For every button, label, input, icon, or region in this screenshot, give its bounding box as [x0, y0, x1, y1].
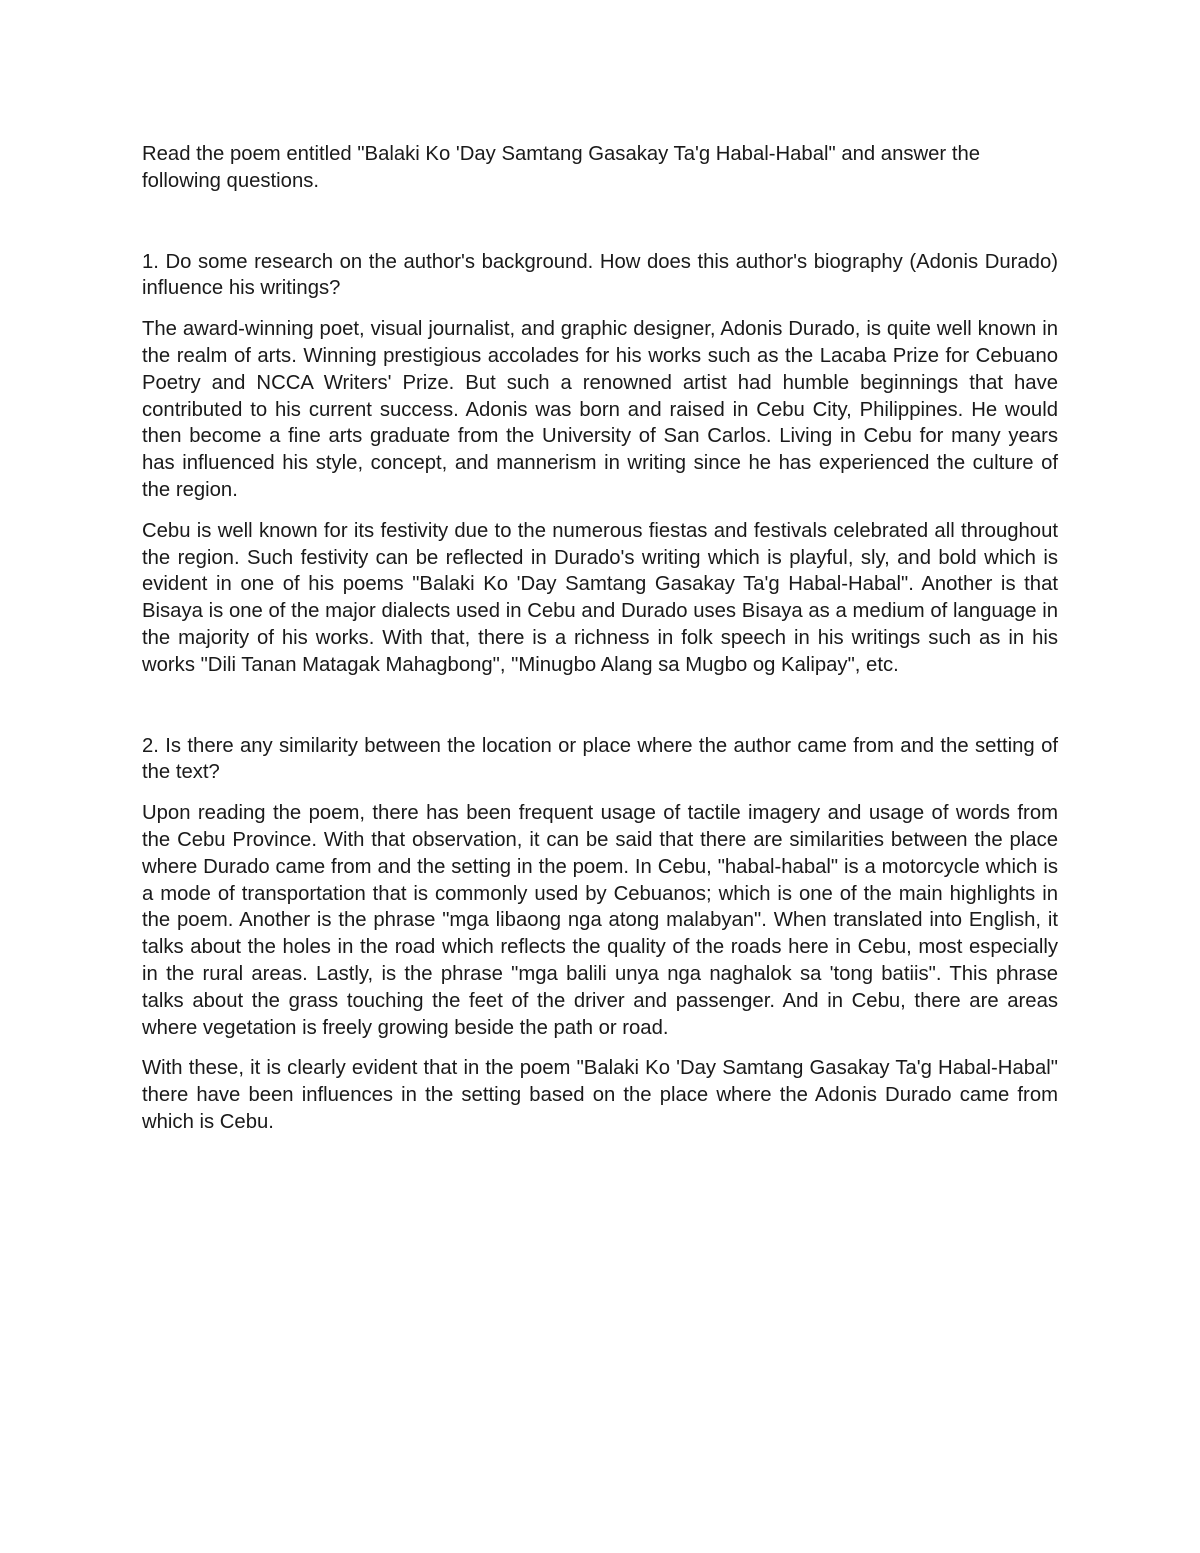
- question-1: 1. Do some research on the author's background. How does this author's biography (Adonis Durado) influence his writings?: [142, 250, 1058, 300]
- document-body: [142, 141, 1058, 1150]
- intro-paragraph: Read the poem entitled "Balaki Ko 'Day Samtang Gasakay Ta'g Habal-Habal" and answer the following questions.: [142, 143, 981, 192]
- answer-2-paragraph-2: With these, it is clearly evident that in the poem "Balaki Ko 'Day Samtang Gasakay Ta'g Habal-Habal" there have been influences in the setting based on the place where the Adonis Durado came from which is Cebu.: [142, 1057, 1058, 1133]
- question-2: 2. Is there any similarity between the location or place where the author came from and the setting of the text?: [142, 734, 1058, 784]
- answer-1-paragraph-1: The award-winning poet, visual journalist, and graphic designer, Adonis Durado, is quite well known in the realm of arts. Winning prestigious accolades for his works such as the Lacaba Prize for Cebuano Poetry and NCCA Writers' Prize. But such a renowned artist had humble beginnings that have contributed to his current success. Adonis was born and raised in Cebu City, Philippines. He would then become a fine arts graduate from the University of San Carlos. Living in Cebu for many years has influenced his style, concept, and mannerism in writing since he has experienced the culture of the region.: [142, 318, 1058, 501]
- answer-1-paragraph-2: Cebu is well known for its festivity due to the numerous fiestas and festivals celebrated all throughout the region. Such festivity can be reflected in Durado's writing which is playful, sly, and bold which is evident in one of his poems "Balaki Ko 'Day Samtang Gasakay Ta'g Habal-Habal". Another is that Bisaya is one of the major dialects used in Cebu and Durado uses Bisaya as a medium of language in the majority of his works. With that, there is a richness in folk speech in his writings such as in his works "Dili Tanan Matagak Mahagbong", "Minugbo Alang sa Mugbo og Kalipay", etc.: [142, 519, 1058, 676]
- answer-2-paragraph-1: Upon reading the poem, there has been frequent usage of tactile imagery and usage of words from the Cebu Province. With that observation, it can be said that there are similarities between the place where Durado came from and the setting in the poem. In Cebu, "habal-habal" is a motorcycle which is a mode of transportation that is commonly used by Cebuanos; which is one of the main highlights in the poem. Another is the phrase "mga libaong nga atong malabyan". When translated into English, it talks about the holes in the road which reflects the quality of the roads here in Cebu, most especially in the rural areas. Lastly, is the phrase "mga balili unya nga naghalok sa 'tong batiis". This phrase talks about the grass touching the feet of the driver and passenger. And in Cebu, there are areas where vegetation is freely growing beside the path or road.: [142, 802, 1058, 1039]
